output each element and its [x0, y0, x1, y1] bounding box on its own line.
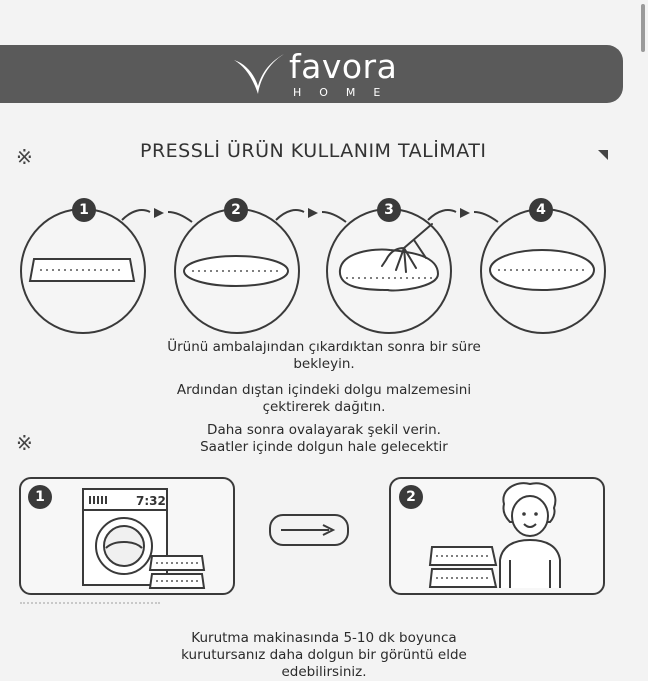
right-arrow-icon	[279, 520, 337, 540]
fluffy-pillows-icon	[428, 543, 498, 591]
instruction-line-3: Ardından dıştan içindeki dolgu malzemesini	[176, 382, 472, 398]
brand-subtitle: HOME	[293, 86, 399, 99]
instruction-line-1: Ürünü ambalajından çıkardıktan sonra bir süre	[167, 339, 481, 355]
leaf-logo-icon	[232, 52, 286, 96]
step-number-3: 3	[377, 198, 401, 222]
dryer-step-number-1: 1	[28, 485, 52, 509]
hand-pillow-icon	[334, 222, 444, 296]
dryer-instruction-line-3: edebilirsiniz.	[281, 664, 367, 680]
person-icon	[494, 480, 566, 590]
instruction-line-6: Saatler içinde dolgun hale gelecektir	[200, 439, 448, 455]
step-number-1: 1	[72, 198, 96, 222]
instruction-line-2: bekleyin.	[293, 356, 355, 372]
reference-mark-icon: ※	[16, 145, 33, 169]
instruction-line-4: çektirerek dağıtın.	[262, 399, 386, 415]
step-number-2: 2	[224, 198, 248, 222]
corner-triangle-icon	[598, 150, 608, 160]
instruction-line-5: Daha sonra ovalayarak şekil verin.	[207, 422, 441, 438]
semi-pillow-icon	[180, 252, 292, 290]
page-title: PRESSLİ ÜRÜN KULLANIM TALİMATI	[140, 140, 487, 162]
brand-name: favora	[289, 47, 398, 86]
step-number-4: 4	[529, 198, 553, 222]
reference-mark-icon-2: ※	[16, 431, 33, 455]
scrollbar[interactable]	[641, 4, 645, 52]
result-step-number-2: 2	[399, 485, 423, 509]
faint-divider	[20, 602, 160, 610]
dryer-pillows-icon	[148, 552, 208, 592]
dryer-instruction-line-2: kurutursanız daha dolgun bir görüntü elde	[181, 647, 467, 663]
flat-pillow-icon	[26, 255, 138, 287]
full-pillow-icon	[486, 246, 598, 294]
dryer-instruction-line-1: Kurutma makinasında 5-10 dk boyunca	[191, 630, 457, 646]
dryer-clock: 7:32	[136, 494, 166, 508]
step-connectors	[120, 200, 500, 230]
